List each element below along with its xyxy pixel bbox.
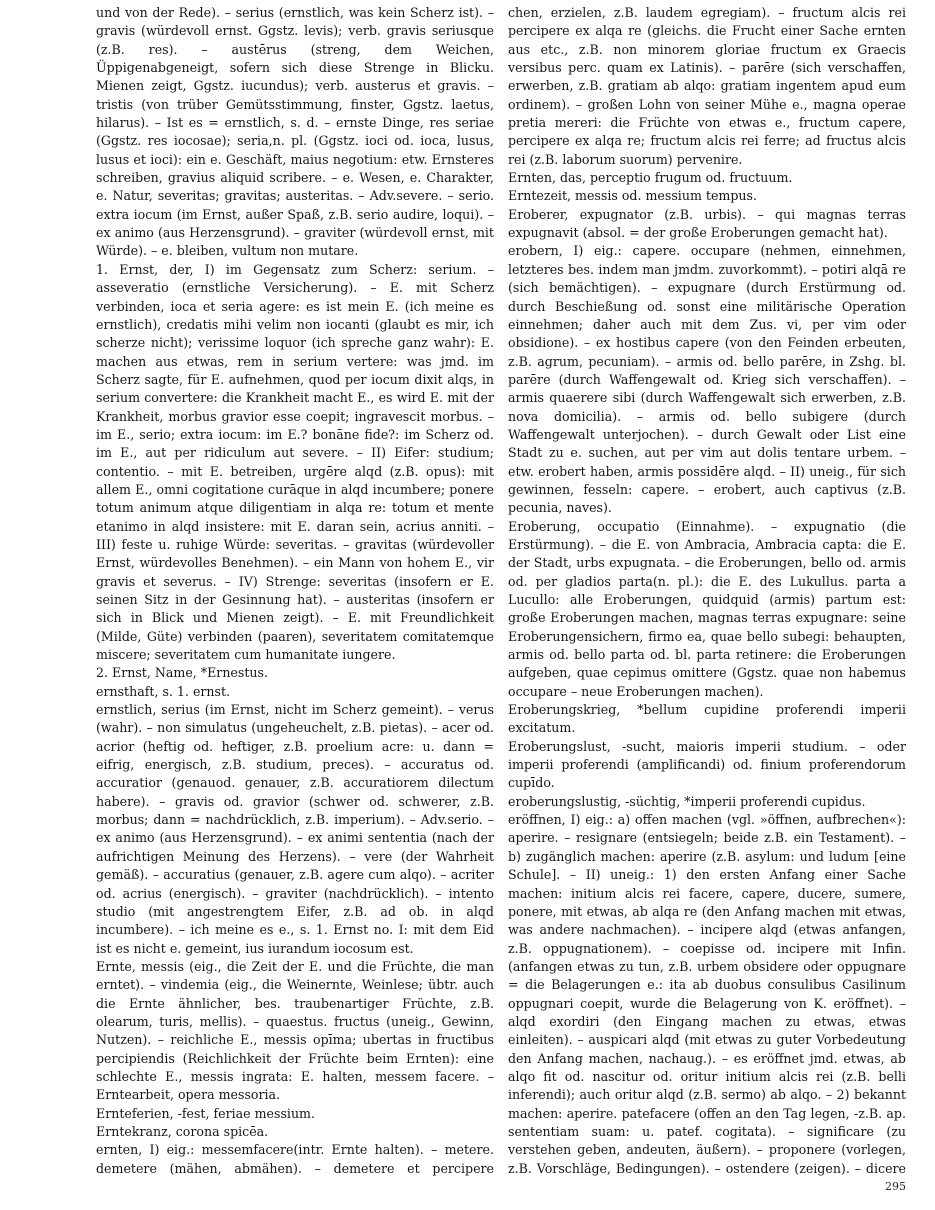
entry-ernteferien: Ernteferien, -fest, feriae messium.	[96, 1105, 316, 1121]
entry-ernst-1: 1. Ernst, der, I) im Gegensatz zum Scherz: serium. – asseveratio (ernstliche Versicherung). – E. mit Scherz verbinden, ioca et seria agere: es ist mein E. (ich meine es ernstlich), credatis mihi velim non iocanti (glaubt es mir, ich scherze nicht); verissime loquor (ich spreche ganz wahr): E. machen aus etwas, rem in serium vertere: was jmd. im Scherz sagte, für E. aufnehmen, quod per iocum dixit alqs, in serium convertere: die Krankheit macht E., es wird E. mit der Krankheit, morbus gravior esse coepit; ingravescit morbus. – im E., serio; extra iocum: im E.? bonāne fide?: im Scherz od. im E., aut per ridiculum aut severe. – II) Eifer: studium; contentio. – mit E. betreiben, urgēre alqd (z.B. opus): mit allem E., omni cogitatione curāque in alqd incumbere; ponere totum animum atque diligentiam in alqa re: totum et mente etanimo in alqd insistere: mit E. daran sein, acrius anniti. – III) feste u. ruhige Würde: severitas. – gravitas (würdevoller Ernst, würdevolles Benehmen). – ein Mann von hohem E., vir gravis et severus. – IV) Strenge: severitas (insofern er E. seinen Sitz in der Gesinnung hat). – austeritas (insofern er sich in Blick und Mienen zeigt). – E. mit Freundlichkeit (Milde, Güte) verbinden (paaren), severitatem comitatemque miscere; severitatem cum humanitate iungere.	[96, 261, 494, 663]
right-column	[508, 4, 906, 1176]
entry-eroberung: Eroberung, occupatio (Einnahme). – expugnatio (die Erstürmung). – die E. von Ambracia, Ambracia capta: die E. der Stadt, urbs expugnata. – die Eroberungen, bello od. armis od. per gladios parta(n. pl.): die E. des Lukullus. parta a Lucullo: alle Eroberungen, quidquid (armis) partum est: große Eroberungen machen, magnas terras expugnare: seine Eroberungensichern, firmo ea, quae bello subegi: behaupten, armis od. bello parta od. bl. parta retinere: die Eroberungen aufgeben, quae cepimus omittere (Ggstz. quae non habemus occupare – neue Eroberungen machen).	[508, 518, 906, 699]
entry-erntekranz: Erntekranz, corona spicēa.	[96, 1123, 269, 1139]
entry-eroberungslust: Eroberungslust, -sucht, maioris imperii studium. – oder imperii proferendi (amplificandi) od. finium proferendorum cupīdo.	[508, 738, 906, 791]
entry-ernte: Ernte, messis (eig., die Zeit der E. und die Früchte, die man erntet). – vindemia (eig., die Weinernte, Weinlese; übtr. auch die Ernte ähnlicher, bes. traubenartiger Früchte, z.B. olearum, turis, mellis). – quaestus. fructus (uneig., Gewinn, Nutzen). – reichliche E., messis opīma; ubertas in fructibus percipiendis (Reichlichkeit der Früchte beim Ernten): eine schlechte E., messis ingrata: E. halten, messem facere. – Erntearbeit, opera messoria.	[96, 958, 494, 1103]
entry-ernstlich: ernstlich, serius (im Ernst, nicht im Scherz gemeint). – verus (wahr). – non simulatus (ungeheuchelt, z.B. pietas). – acer od. acrior (heftig od. heftiger, z.B. proelium acre: u. dann = eifrig, energisch, z.B. studium, preces). – accuratus od. accuratior (genauod. genauer, z.B. accuratiorem dilectum habere). – gravis od. gravior (schwer od. schwerer, z.B. morbus; dann = nachdrücklich, z.B. imperium). – Adv.serio. – ex animo (aus Herzensgrund). – ex animi sententia (nach der aufrichtigen Meinung des Herzens). – vere (der Wahrheit gemäß). – accuratius (genauer, z.B. agere cum alqo). – acriter od. acrius (energisch). – graviter (nachdrücklich). – intento studio (mit angestrengtem Eifer, z.B. ad ob. in alqd incumbere). – ich meine es e., s. 1. Ernst no. I: mit dem Eid ist es nicht e. gemeint, ius iurandum iocosum est.	[96, 702, 494, 956]
entry-eroberungskrieg: Eroberungskrieg, *bellum cupidine proferendi imperii excitatum.	[508, 702, 906, 736]
entry-ernten: ernten, I) eig.: messemfacere(intr. Ernte halten). – metere. demetere (mähen, abmähen). – demetere et percipere	[96, 1142, 494, 1176]
entry-eroberungslustig: eroberungslustig, -süchtig, *imperii proferendi cupidus.	[508, 793, 866, 809]
page-number: 295	[885, 1180, 906, 1193]
entry-eroberer: Eroberer, expugnator (z.B. urbis). – qui magnas terras expugnavit (absol. = der große Eroberungen gemacht hat).	[508, 206, 906, 241]
entry-erntezeit: Erntezeit, messis od. messium tempus.	[508, 188, 757, 204]
entry-ernten-das: Ernten, das, perceptio frugum od. fructuum.	[508, 170, 793, 186]
entry-ernst-2: 2. Ernst, Name, *Ernestus.	[96, 665, 268, 681]
entry-erobern: erobern, I) eig.: capere. occupare (nehmen, einnehmen, letzteres bes. indem man jmdm. zuvorkommt). – potiri alqā re (sich bemächtigen). – expugnare (durch Erstürmung od. durch Beschießung od. sonst eine militärische Operation einnehmen; daher auch mit dem Zus. vi, per vim oder obsidione). – ex hostibus capere (von den Feinden erbeuten, z.B. agrum, pecuniam). – armis od. bello parēre, in Zshg. bl. parēre (durch Waffengewalt od. Krieg sich verschaffen). – armis quaerere sibi (durch Waffengewalt sich erwerben, z.B. nova domicilia). – armis od. bello subigere (durch Waffengewalt unterjochen). – durch Gewalt oder List eine Stadt zu e. suchen, aut per vim aut dolis tentare urbem. – etw. erobert haben, armis possidēre alqd. – II) uneig., für sich gewinnen, fesseln: capere. – erobert, auch captivus (z.B. pecunia, naves).	[508, 243, 906, 516]
entry-eroeffnen: eröffnen, I) eig.: a) offen machen (vgl. »öffnen, aufbrechen«): aperire. – resignare (entsiegeln; beide z.B. ein Testament). – b) zugänglich machen: aperire (z.B. asylum: und ludum [eine Schule]. – II) uneig.: 1) den ersten Anfang einer Sache machen: initium alcis rei facere, capere, ducere, sumere, ponere, mit etwas, ab alqa re (den Anfang machen mit etwas, was andere nachmachen). – incipere alqd (etwas anfangen, z.B. oppugnationem). – coepisse od. incipere mit Infin. (anfangen etwas zu tun, z.B. urbem obsidere oder oppugnare = die Belagerungen e.: ita ab duobus consulibus Casilinum oppugnari coepit, wurde die Belagerung von K. eröffnet). – alqd exordiri (den Eingang machen zu etwas, etwas einleiten). – auspicari alqd (mit etwas zu guter Vorbedeutung den Anfang machen, nachaug.). – es eröffnet jmd. etwas, ab alqo fit od. nascitur od. oritur initium alcis rei (z.B. belli inferendi); auch oritur alqd (z.B. sermo) ab alqo. – 2) bekannt machen: aperire. patefacere (offen an den Tag legen, -z.B. ap. sententiam suam: u. patef. cogitata). – significare (zu verstehen geben, andeuten, äußern). – proponere (vorlegen, z.B. Vorschläge, Bedingungen). – ostendere (zeigen). – dicere	[508, 812, 906, 1176]
entry-ernten-continued: chen, erzielen, z.B. laudem egregiam). – fructum alcis rei percipere ex alqa re (gleichs. die Frucht einer Sache ernten aus etc., z.B. non minorem gloriae fructum ex Graecis versibus perc. quam ex Latinis). – parēre (sich verschaffen, erwerben, z.B. gratiam ab alqo: gratiam ingentem apud eum ordinem). – großen Lohn von seiner Mühe e., magna operae pretia mereri: die Früchte von etwas e., fructum capere, percipere ex alqa re; fructum alcis rei ferre; ad fructus alcis rei (z.B. laborum suorum) pervenire.	[508, 5, 906, 167]
entry-ernst-adj-continued: und von der Rede). – serius (ernstlich, was kein Scherz ist). – gravis (würdevoll ernst. Ggstz. levis); verb. gravis seriusque (z.B. res). – austērus (streng, dem Weichen, Üppigenabgeneigt, sofern sich diese Strenge in Blicku. Mienen zeigt, Ggstz. iucundus); verb. austerus et gravis. – tristis (von trüber Gemütsstimmung, finster, Ggstz. laetus, hilarus). – Ist es = ernstlich, s. d. – ernste Dinge, res seriae (Ggstz. res iocosae); seria,n. pl. (Ggstz. ioci od. ioca, lusus, lusus et ioci): ein e. Geschäft, maius negotium: etw. Ernsteres schreiben, gravius aliquid scribere. – e. Wesen, e. Charakter, e. Natur, severitas; gravitas; austeritas. – Adv.severe. – serio. extra iocum (im Ernst, außer Spaß, z.B. serio audire, loqui). – ex animo (aus Herzensgrund). – graviter (würdevoll ernst, mit Würde). – e. bleiben, vultum non mutare.	[96, 5, 494, 259]
entry-ernsthaft: ernsthaft, s. 1. ernst.	[96, 683, 231, 699]
left-column	[96, 4, 494, 1176]
